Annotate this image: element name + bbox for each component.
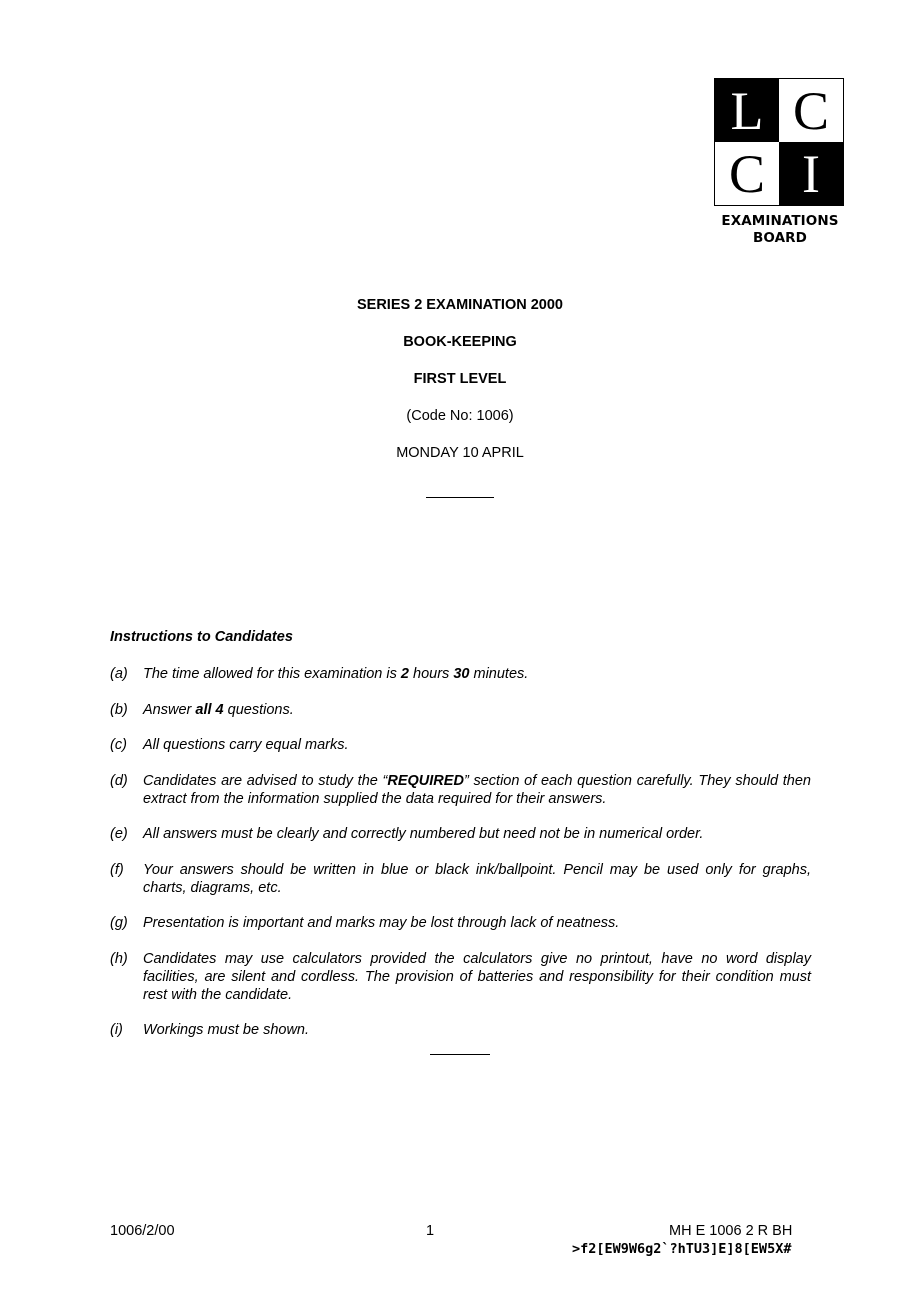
logo-caption [714,213,846,247]
instruction-text: All questions carry equal marks. [143,737,349,753]
footer-ref: 1006/2/00 [110,1223,175,1239]
instruction-letter: (e) [110,826,128,842]
instruction-letter: (a) [110,666,128,682]
instruction-item [110,701,811,719]
instructions-end-rule [430,1054,490,1055]
instruction-text: The time allowed for this examination is 2 hours 30 minutes. [143,666,529,682]
instruction-text: Presentation is important and marks may be lost through lack of neatness. [143,915,620,931]
logo-caption-line2: BOARD [753,230,807,246]
exam-level: FIRST LEVEL [413,371,507,387]
instructions-title: Instructions to Candidates [110,629,293,645]
exam-date: MONDAY 10 APRIL [396,445,524,461]
instruction-item [110,736,811,754]
exam-series: SERIES 2 EXAMINATION 2000 [356,297,564,313]
instruction-item [110,665,811,683]
header-divider [426,497,494,498]
barcode-text: >f2[EW9W6g2`?hTU3]E]8[EW5X# [572,1241,792,1257]
instruction-item [110,1021,811,1039]
instruction-text: Your answers should be written in blue or black ink/ballpoint. Pencil may be used only for graphs, charts, diagrams, etc. [143,862,811,896]
instruction-text: All answers must be clearly and correctly numbered but need not be in numerical order. [143,826,704,842]
instruction-letter: (g) [110,915,128,931]
instruction-text: Workings must be shown. [143,1022,310,1038]
instruction-item [110,772,811,808]
instruction-letter: (c) [110,737,127,753]
logo-letter-c: C [779,79,843,142]
lcci-logo [714,78,846,247]
instruction-text: Candidates may use calculators provided the calculators give no printout, have no word display facilities, are silent and cordless. The provision of batteries and responsibility for their condition must rest with the candidate. [143,951,811,1003]
instruction-item [110,950,811,1004]
logo-letter-c2: C [715,142,779,205]
instruction-text: Answer all 4 questions. [143,702,294,718]
instruction-item [110,914,811,932]
instruction-item [110,825,811,843]
instruction-letter: (d) [110,773,128,789]
logo-letter-i: I [779,142,843,205]
logo-grid [714,78,844,206]
instruction-text: Candidates are advised to study the “REQUIRED” section of each question carefully. They should then extract from the information supplied the data required for their answers. [143,773,811,807]
exam-code: (Code No: 1006) [406,408,514,424]
exam-subject: BOOK-KEEPING [403,334,517,350]
logo-letter-l: L [715,79,779,142]
instruction-letter: (b) [110,702,128,718]
instruction-letter: (f) [110,862,124,878]
page-number: 1 [426,1223,435,1239]
footer-code: MH E 1006 2 R BH [669,1223,793,1239]
instruction-letter: (i) [110,1022,123,1038]
instruction-item [110,861,811,897]
logo-caption-line1: EXAMINATIONS [721,213,839,229]
instruction-letter: (h) [110,951,128,967]
